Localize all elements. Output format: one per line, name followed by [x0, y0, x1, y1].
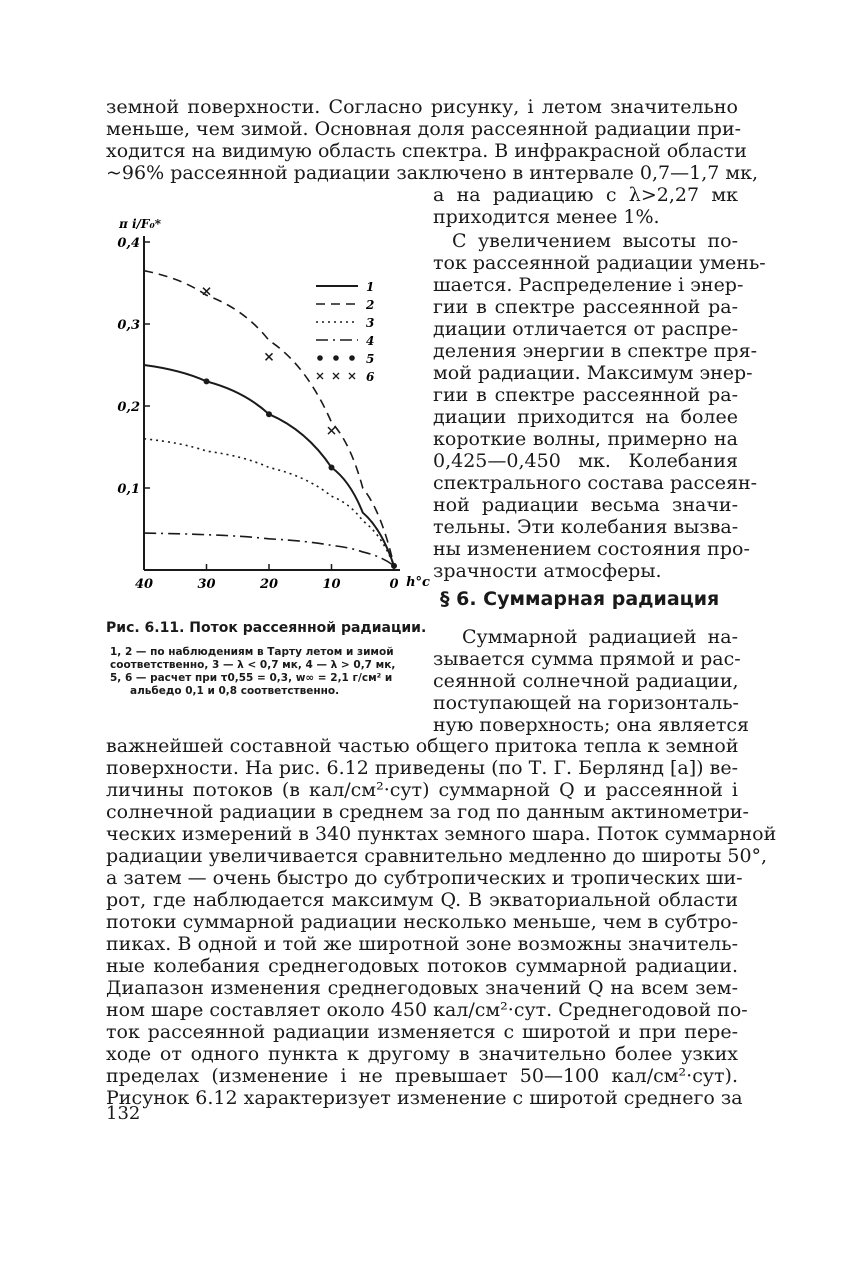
text-line: ческих измерений в 340 пунктах земного шара. Поток суммарной	[106, 823, 777, 845]
page-number: 132	[106, 1103, 141, 1124]
x-axis-label: h°c	[406, 575, 430, 590]
y-tick-label: 0,1	[117, 482, 140, 497]
x-tick-label: 20	[259, 577, 279, 592]
text-line: ной радиации весьма значи-	[433, 494, 738, 516]
text-line: диации приходится на более	[433, 406, 738, 428]
text-line: зрачности атмосферы.	[433, 560, 662, 582]
text-line: Рисунок 6.12 характеризует изменение с широтой среднего за	[106, 1087, 743, 1109]
figure-caption-title: Рис. 6.11. Поток рассеянной радиации.	[106, 620, 427, 636]
text-line: мой радиации. Максимум энер-	[433, 362, 753, 384]
y-tick-label: 0,2	[117, 400, 140, 415]
legend-symbol-6	[333, 373, 339, 379]
legend-label: 4	[366, 334, 375, 348]
text-line: рот, где наблюдается максимум Q. В экваториальной области	[106, 889, 738, 911]
series-4-line	[144, 533, 394, 566]
text-line: поверхности. На рис. 6.12 приведены (по Т. Г. Берлянд [а]) ве-	[106, 757, 738, 779]
text-line: сеянной солнечной радиации,	[433, 670, 739, 692]
text-line: ходе от одного пункта к другому в значительно более узких	[106, 1043, 738, 1065]
text-line: пределах (изменение i не превышает 50—100 кал/см²·сут).	[106, 1065, 738, 1087]
text-line: спектрального состава рассеян-	[433, 472, 758, 494]
figure-caption-line: соответственно, 3 — λ < 0,7 мк, 4 — λ > 0,7 мк,	[110, 659, 396, 671]
x-tick-label: 30	[197, 577, 216, 592]
text-line: гии в спектре рассеянной ра-	[433, 384, 738, 406]
chart-axes	[117, 217, 430, 592]
text-line: ные колебания среднегодовых потоков суммарной радиации.	[106, 955, 738, 977]
y-tick-label: 0,4	[117, 236, 140, 251]
text-line: а затем — очень быстро до субтропических и тропических ши-	[106, 867, 743, 889]
text-line: ную поверхность; она является	[433, 714, 749, 736]
legend-label: 5	[366, 352, 375, 366]
text-line: ток рассеянной радиации умень-	[433, 252, 766, 274]
text-line: Диапазон изменения среднегодовых значений Q на всем зем-	[106, 977, 738, 999]
series-5-point	[204, 378, 210, 384]
text-line: ходится на видимую область спектра. В инфракрасной области	[106, 140, 747, 162]
text-line: поступающей на горизонталь-	[433, 692, 739, 714]
series-5-point	[329, 465, 335, 471]
series-6-point	[266, 353, 273, 360]
text-line: деления энергии в спектре пря-	[433, 340, 757, 362]
series-5-point	[391, 563, 397, 569]
chart-legend	[316, 280, 375, 384]
text-line: ток рассеянной радиации изменяется с широтой и при пере-	[106, 1021, 738, 1043]
legend-label: 1	[366, 280, 375, 294]
legend-symbol-5	[349, 355, 355, 361]
text-line: короткие волны, примерно на	[433, 428, 738, 450]
legend-symbol-6	[317, 373, 323, 379]
text-line: зывается сумма прямой и рас-	[433, 648, 741, 670]
text-line: ~96% рассеянной радиации заключено в интервале 0,7—1,7 мк,	[106, 162, 759, 184]
text-line: личины потоков (в кал/см²·сут) суммарной Q и рассеянной i	[106, 779, 738, 801]
chart-series	[144, 271, 397, 569]
x-tick-label: 0	[389, 577, 399, 592]
text-line: Суммарной радиацией на-	[462, 626, 738, 648]
text-line: ны изменением состояния про-	[433, 538, 750, 560]
legend-symbol-6	[349, 373, 355, 379]
series-2-line	[144, 271, 394, 566]
text-line: важнейшей составной частью общего притока тепла к земной	[106, 735, 739, 757]
figure-caption-line: 1, 2 — по наблюдениям в Тарту летом и зимой	[110, 646, 394, 658]
text-line: а на радиацию с λ>2,27 мк	[433, 184, 738, 206]
series-6-point	[328, 427, 335, 434]
legend-label: 6	[366, 370, 375, 384]
series-6-point	[203, 288, 210, 295]
text-line: 0,425—0,450 мк. Колебания	[433, 450, 738, 472]
text-line: шается. Распределение i энер-	[433, 274, 744, 296]
y-axis-label: π i/F₀*	[119, 217, 161, 231]
x-tick-label: 40	[134, 577, 154, 592]
legend-symbol-5	[317, 355, 323, 361]
text-line: меньше, чем зимой. Основная доля рассеянной радиации при-	[106, 118, 742, 140]
section-heading: § 6. Суммарная радиация	[440, 588, 720, 610]
text-line: С увеличением высоты по-	[452, 230, 738, 252]
figure-caption-line: 5, 6 — расчет при τ0,55 = 0,3, w∞ = 2,1 г/см² и	[110, 672, 393, 684]
x-tick-label: 10	[322, 577, 341, 592]
series-5-point	[266, 411, 272, 417]
legend-label: 2	[366, 298, 375, 312]
text-line: тельны. Эти колебания вызва-	[433, 516, 739, 538]
figure-diffuse-radiation	[100, 200, 430, 600]
text-line: приходится менее 1%.	[433, 206, 660, 228]
legend-label: 3	[366, 316, 375, 330]
legend-symbol-5	[333, 355, 339, 361]
text-line: радиации увеличивается сравнительно медленно до широты 50°,	[106, 845, 768, 867]
text-line: диации отличается от распре-	[433, 318, 738, 340]
series-3-line	[144, 439, 394, 566]
y-tick-label: 0,3	[117, 318, 140, 333]
text-line: земной поверхности. Согласно рисунку, i летом значительно	[106, 96, 738, 118]
figure-caption-line: альбедо 0,1 и 0,8 соответственно.	[130, 685, 340, 697]
text-line: солнечной радиации в среднем за год по данным актинометри-	[106, 801, 749, 823]
text-line: гии в спектре рассеянной ра-	[433, 296, 738, 318]
text-line: потоки суммарной радиации несколько меньше, чем в субтро-	[106, 911, 738, 933]
text-line: ном шаре составляет около 450 кал/см²·сут. Среднегодовой по-	[106, 999, 748, 1021]
text-line: пиках. В одной и той же широтной зоне возможны значитель-	[106, 933, 738, 955]
